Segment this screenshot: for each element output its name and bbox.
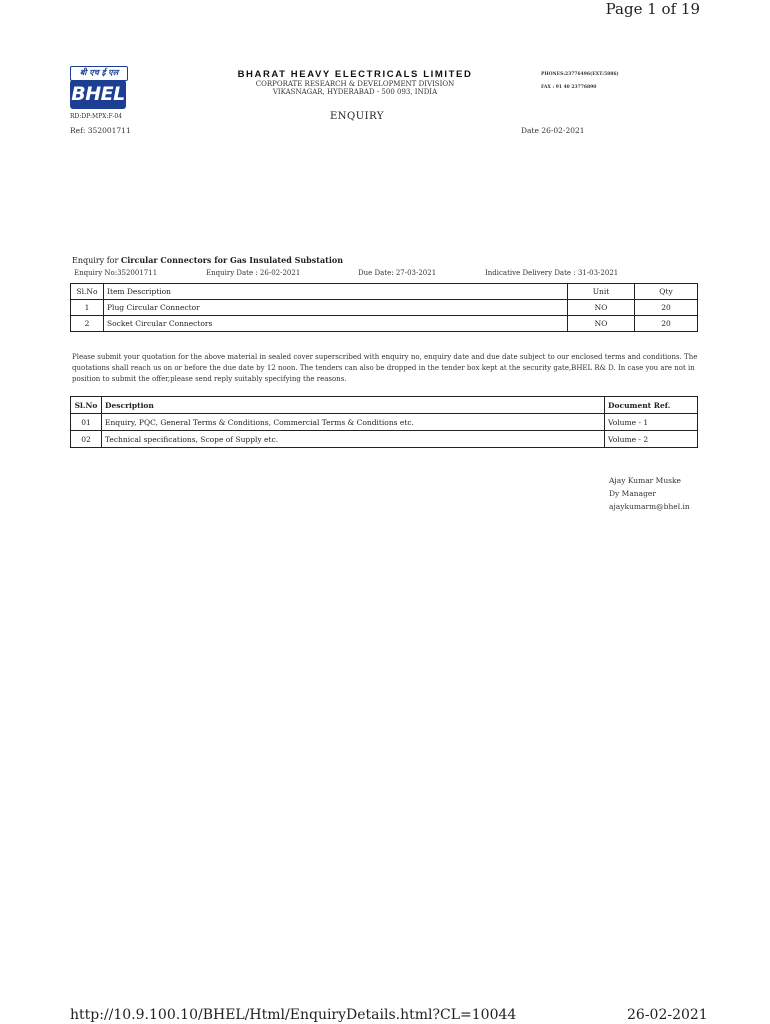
- header-sl-no: Sl.No: [71, 397, 102, 414]
- cell-item-description: Plug Circular Connector: [104, 300, 568, 316]
- items-table: [70, 283, 698, 332]
- enquiry-subject-text: Circular Connectors for Gas Insulated Substation: [120, 255, 344, 265]
- cell-document-ref: Volume - 1: [605, 414, 698, 431]
- cell-unit: NO: [568, 316, 635, 332]
- items-table-header: [71, 284, 698, 300]
- logo-hindi-text: बी एच ई एल: [70, 66, 128, 81]
- cell-item-description: Socket Circular Connectors: [104, 316, 568, 332]
- table-row: [71, 414, 698, 431]
- division-line-2: VIKASNAGAR, HYDERABAD - 500 093, INDIA: [272, 88, 438, 96]
- document-title: ENQUIRY: [330, 111, 384, 122]
- footer-url: http://10.9.100.10/BHEL/Html/EnquiryDetails.html?CL=10044: [70, 1007, 517, 1023]
- table-row: [71, 316, 698, 332]
- header-unit: Unit: [568, 284, 635, 300]
- signatory-email: ajaykumarm@bhel.in: [609, 502, 690, 511]
- bhel-logo: [70, 66, 126, 110]
- page-number: Page 1 of 19: [605, 0, 700, 18]
- signatory-block: [609, 474, 690, 513]
- enquiry-date: Enquiry Date : 26-02-2021: [206, 269, 301, 277]
- header-document-ref: Document Ref.: [605, 397, 698, 414]
- cell-sl-no: 01: [71, 414, 102, 431]
- enquiry-number: Enquiry No:352001711: [74, 269, 158, 277]
- enquiry-subject: [72, 255, 343, 265]
- due-date: Due Date: 27-03-2021: [358, 269, 437, 277]
- cell-sl-no: 1: [71, 300, 104, 316]
- documents-table-header: [71, 397, 698, 414]
- header-sl-no: Sl.No: [71, 284, 104, 300]
- fax: FAX : 91 40 23776890: [541, 85, 597, 90]
- table-row: [71, 431, 698, 448]
- footer-date: 26-02-2021: [627, 1007, 708, 1023]
- cell-sl-no: 02: [71, 431, 102, 448]
- cell-unit: NO: [568, 300, 635, 316]
- signatory-name: Ajay Kumar Muske: [609, 476, 681, 485]
- cell-document-ref: Volume - 2: [605, 431, 698, 448]
- delivery-date: Indicative Delivery Date : 31-03-2021: [485, 269, 619, 277]
- instructions-paragraph: Please submit your quotation for the above material in sealed cover superscribed with enquiry no, enquiry date and due date subject to our enclosed terms and conditions. The quotations shall reach us on or before the due date by 12 noon. The tenders can also be dropped in the tender box kept at the security gate,BHEL R& D. In case you are not in position to submit the offer,please send reply suitably specifying the reasons.: [72, 353, 698, 383]
- cell-sl-no: 2: [71, 316, 104, 332]
- document-date: Date 26-02-2021: [521, 126, 585, 135]
- cell-description: Technical specifications, Scope of Supply etc.: [102, 431, 605, 448]
- cell-qty: 20: [635, 316, 698, 332]
- cell-qty: 20: [635, 300, 698, 316]
- company-name: BHARAT HEAVY ELECTRICALS LIMITED: [237, 69, 473, 80]
- reference-number: Ref: 352001711: [70, 126, 131, 135]
- division-address: [170, 80, 540, 96]
- documents-table: [70, 396, 698, 448]
- cell-description: Enquiry, PQC, General Terms & Conditions, Commercial Terms & Conditions etc.: [102, 414, 605, 431]
- table-row: [71, 300, 698, 316]
- phones: PHONES:23776496(EXT:5886): [541, 72, 619, 77]
- contact-info: [541, 68, 619, 94]
- header-qty: Qty: [635, 284, 698, 300]
- header-description: Description: [102, 397, 605, 414]
- signatory-designation: Dy Manager: [609, 489, 656, 498]
- division-line-1: CORPORATE RESEARCH & DEVELOPMENT DIVISION: [255, 80, 455, 88]
- logo-english-text: BHEL: [70, 80, 126, 109]
- header-item-description: Item Description: [104, 284, 568, 300]
- enquiry-for-prefix: Enquiry for: [72, 256, 121, 265]
- form-number: RD:DP:MPX:F-04: [70, 113, 123, 120]
